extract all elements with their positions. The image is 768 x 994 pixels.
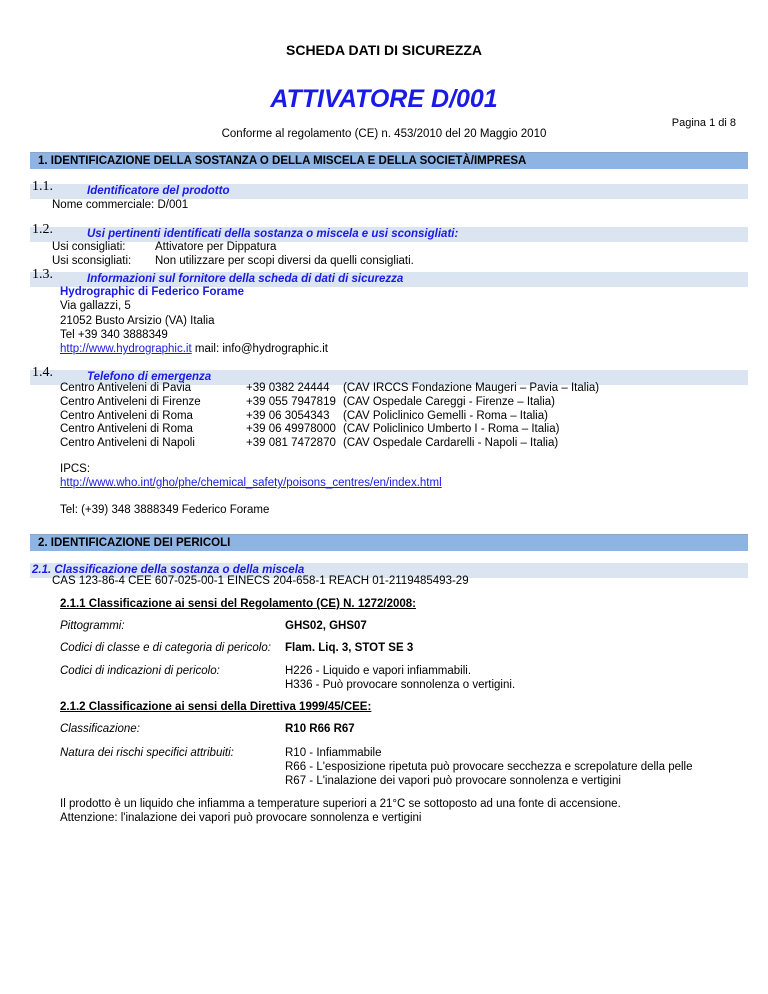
product-title: ATTIVATORE D/001 — [270, 85, 498, 113]
uses-advised-against-label: Usi sconsigliati: — [52, 255, 132, 267]
centre-description: (CAV Policlinico Gemelli - Roma – Italia) — [343, 409, 548, 422]
pictograms-value: GHS02, GHS07 — [285, 620, 367, 632]
hazard-note: Il prodotto è un liquido che infiamma a temperature superiori a 21°C se sottoposto ad una fonte di accensione. — [60, 798, 621, 810]
subsection-1-3-number: 1.3. — [32, 267, 53, 282]
section-2-title: 2. IDENTIFICAZIONE DEI PERICOLI — [38, 537, 231, 549]
uses-advised-label: Usi consigliati: — [52, 241, 126, 253]
trade-name: Nome commerciale: D/001 — [52, 199, 189, 211]
subsection-1-1-label: Identificatore del prodotto — [87, 185, 230, 197]
document-type: SCHEDA DATI DI SICUREZZA — [286, 42, 482, 58]
conformity-statement: Conforme al regolamento (CE) n. 453/2010 del 20 Maggio 2010 — [221, 128, 547, 140]
company-contacts — [60, 342, 328, 356]
centre-name: Centro Antiveleni di Roma — [60, 409, 193, 422]
centre-name: Centro Antiveleni di Roma — [60, 423, 193, 436]
subsection-1-3-label: Informazioni sul fornitore della scheda di dati di sicurezza — [87, 273, 404, 285]
subsection-1-2-label: Usi pertinenti identificati della sostanza o miscela e usi sconsigliati: — [87, 228, 459, 240]
table-row — [60, 410, 599, 424]
subsection-2-1-label: 2.1. Classificazione della sostanza o della miscela — [32, 564, 305, 576]
table-row — [60, 396, 599, 410]
hazard-note: Attenzione: l'inalazione dei vapori può provocare sonnolenza e vertigini — [60, 812, 422, 824]
centre-name: Centro Antiveleni di Pavia — [60, 382, 192, 394]
centre-name: Centro Antiveleni di Firenze — [60, 395, 201, 408]
section-1-title: 1. IDENTIFICAZIONE DELLA SOSTANZA O DELLA MISCELA E DELLA SOCIETÀ/IMPRESA — [38, 155, 527, 167]
hazard-statement: H226 - Liquido e vapori infiammabili. — [285, 665, 472, 677]
company-mail: mail: info@hydrographic.it — [191, 343, 328, 355]
subsection-1-4-number: 1.4. — [32, 365, 53, 380]
dpd-heading: 2.1.2 Classificazione ai sensi della Direttiva 1999/45/CEE: — [60, 701, 372, 713]
company-street: Via gallazzi, 5 — [60, 300, 131, 312]
centre-description: (CAV Ospedale Careggi - Firenze – Italia) — [343, 395, 555, 408]
uses-advised-value: Attivatore per Dippatura — [155, 241, 277, 253]
table-row — [60, 437, 599, 451]
table-row — [60, 382, 599, 396]
risk-phrase: R66 - L'esposizione ripetuta può provocare secchezza e screpolature della pelle — [285, 761, 693, 773]
hazard-statements-label: Codici di indicazioni di pericolo: — [60, 665, 220, 677]
subsection-1-1-header — [30, 179, 748, 199]
page-number: Pagina 1 di 8 — [671, 117, 736, 129]
company-name: Hydrographic di Federico Forame — [60, 286, 245, 298]
ipcs-label: IPCS: — [60, 463, 91, 475]
centre-description: (CAV IRCCS Fondazione Maugeri – Pavia – Italia) — [343, 382, 600, 394]
subsection-1-2-header — [30, 222, 748, 242]
table-row — [60, 423, 599, 437]
centre-phone: +39 0382 24444 — [246, 382, 330, 394]
website-link[interactable]: http://www.hydrographic.it — [60, 343, 192, 355]
centre-phone: +39 081 7472870 — [246, 437, 336, 450]
hazard-class-label: Codici di classe e di categoria di pericolo: — [60, 642, 271, 654]
centre-name: Centro Antiveleni di Napoli — [60, 437, 195, 450]
subsection-1-2-number: 1.2. — [32, 222, 53, 237]
substance-identifiers: CAS 123-86-4 CEE 607-025-00-1 EINECS 204-658-1 REACH 01-2119485493-29 — [52, 575, 469, 587]
risk-phrase: R67 - L'inalazione dei vapori può provocare sonnolenza e vertigini — [285, 775, 621, 787]
subsection-1-4-label: Telefono di emergenza — [87, 371, 212, 383]
clp-heading: 2.1.1 Classificazione ai sensi del Regolamento (CE) N. 1272/2008: — [60, 598, 417, 610]
section-2-header — [30, 534, 748, 551]
uses-advised-against-value: Non utilizzare per scopi diversi da quelli consigliati. — [155, 255, 414, 267]
centre-description: (CAV Policlinico Umberto I - Roma – Italia) — [343, 423, 560, 436]
subsection-1-1-number: 1.1. — [32, 179, 53, 194]
emergency-tel: Tel: (+39) 348 3888349 Federico Forame — [60, 504, 270, 516]
hazard-class-value: Flam. Liq. 3, STOT SE 3 — [285, 642, 414, 654]
risk-phrase: R10 - Infiammabile — [285, 747, 382, 759]
company-city: 21052 Busto Arsizio (VA) Italia — [60, 315, 215, 327]
pictograms-label: Pittogrammi: — [60, 620, 125, 632]
emergency-centres-table — [60, 382, 599, 451]
centre-phone: +39 06 3054343 — [246, 409, 330, 422]
centre-phone: +39 055 7947819 — [246, 395, 336, 408]
risk-nature-label: Natura dei rischi specifici attribuiti: — [60, 747, 234, 759]
hazard-statement: H336 - Può provocare sonnolenza o vertigini. — [285, 679, 516, 691]
centre-phone: +39 06 49978000 — [246, 423, 336, 436]
ipcs-link[interactable]: http://www.who.int/gho/phe/chemical_safety/poisons_centres/en/index.html — [60, 477, 442, 489]
classification-label: Classificazione: — [60, 723, 140, 735]
classification-value: R10 R66 R67 — [285, 723, 355, 735]
centre-description: (CAV Ospedale Cardarelli - Napoli – Italia) — [343, 437, 559, 450]
section-1-header — [30, 152, 748, 169]
company-phone: Tel +39 340 3888349 — [60, 329, 168, 341]
